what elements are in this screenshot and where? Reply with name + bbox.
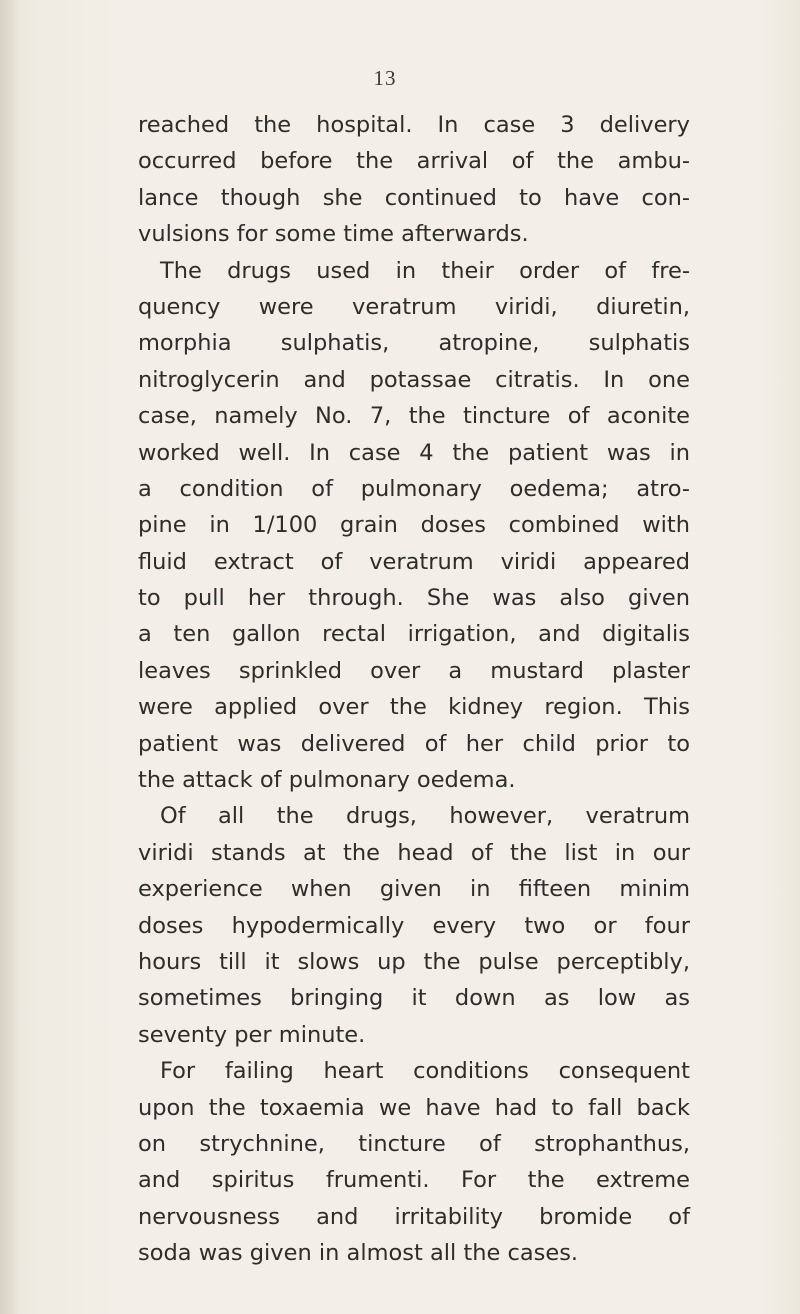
text-line: vulsions for some time afterwards.: [138, 221, 529, 248]
text-line: experience when given in fifteen minim: [138, 876, 690, 903]
text-line: sometimes bringing it down as low as: [138, 985, 690, 1012]
text-line: The drugs used in their order of fre-: [160, 257, 690, 284]
text-line: worked well. In case 4 the patient was in: [138, 439, 690, 466]
text-line: viridi stands at the head of the list in our: [138, 839, 690, 866]
text-line: soda was given in almost all the cases.: [138, 1240, 579, 1267]
text-line: quency were veratrum viridi, diuretin,: [138, 293, 690, 320]
text-line: reached the hospital. In case 3 delivery: [138, 112, 690, 138]
text-line: hours till it slows up the pulse perceptibly,: [138, 948, 690, 975]
paragraph: [138, 798, 690, 1053]
text-line: on strychnine, tincture of strophanthus,: [138, 1130, 690, 1157]
text-line: fluid extract of veratrum viridi appeared: [138, 548, 690, 575]
paragraph: [138, 1053, 690, 1271]
paragraph: [138, 107, 690, 253]
text-line: morphia sulphatis, atropine, sulphatis: [138, 330, 690, 357]
text-line: For failing heart conditions consequent: [160, 1058, 690, 1085]
text-line: a ten gallon rectal irrigation, and digitalis: [138, 621, 690, 648]
text-line: lance though she continued to have con-: [138, 184, 690, 211]
text-line: seventy per minute.: [138, 1021, 366, 1048]
text-line: pine in 1/100 grain doses combined with: [138, 512, 690, 539]
text-line: a condition of pulmonary oedema; atro-: [138, 475, 690, 502]
text-line: were applied over the kidney region. This: [138, 694, 690, 721]
text-line: the attack of pulmonary oedema.: [138, 767, 516, 794]
text-line: to pull her through. She was also given: [138, 585, 690, 612]
text-line: and spiritus frumenti. For the extreme: [138, 1167, 690, 1194]
text-line: occurred before the arrival of the ambu-: [138, 148, 690, 175]
page-edge-shadow: [0, 0, 18, 1314]
text-line: nitroglycerin and potassae citratis. In one: [138, 366, 690, 393]
paragraph: [138, 253, 690, 799]
page-number: 13: [373, 66, 397, 90]
text-line: doses hypodermically every two or four: [138, 912, 690, 939]
text-line: upon the toxaemia we have had to fall back: [138, 1094, 690, 1121]
text-line: Of all the drugs, however, veratrum: [160, 803, 690, 830]
text-line: nervousness and irritability bromide of: [138, 1203, 690, 1230]
text-line: patient was delivered of her child prior to: [138, 730, 690, 757]
body-text: [138, 107, 690, 1272]
text-line: case, namely No. 7, the tincture of aconite: [138, 403, 690, 430]
text-line: leaves sprinkled over a mustard plaster: [138, 657, 690, 684]
